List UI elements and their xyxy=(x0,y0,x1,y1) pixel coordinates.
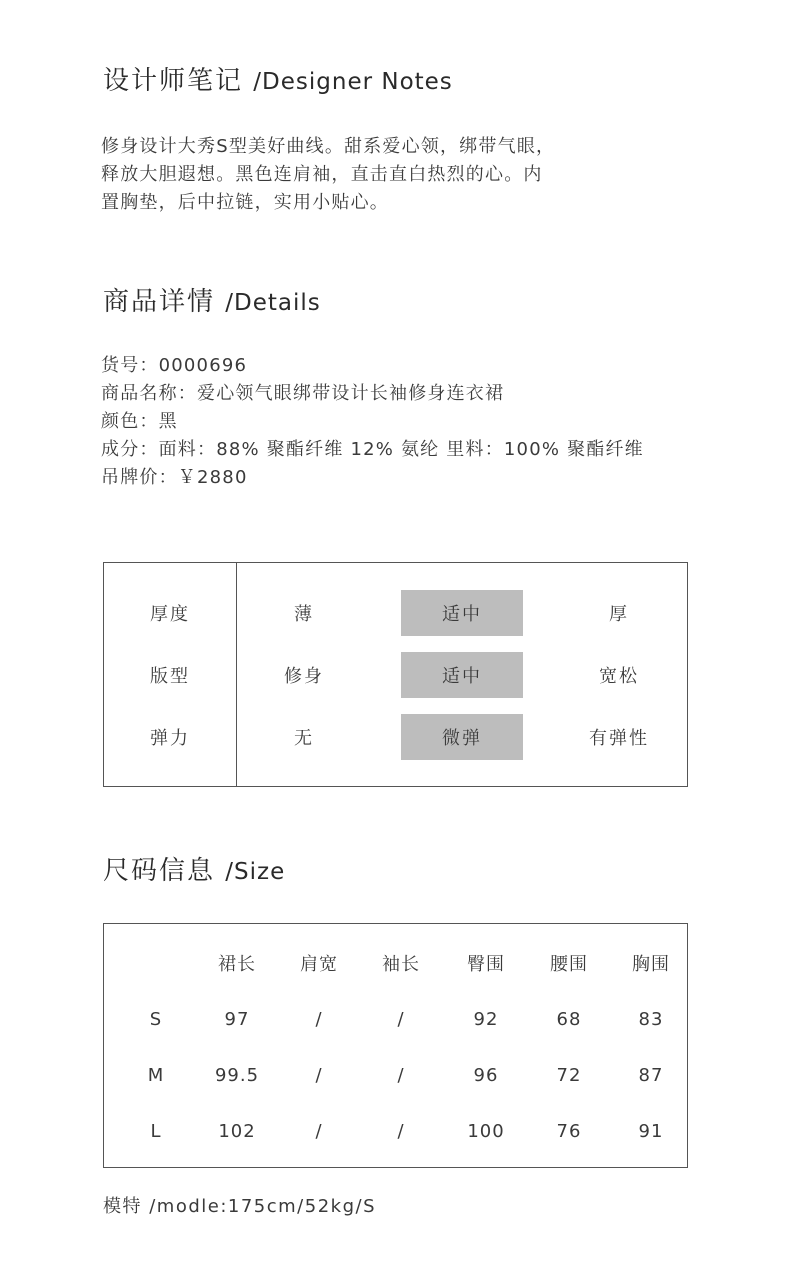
attribute-option: 薄 xyxy=(294,604,314,625)
size-table-cell: 100 xyxy=(467,1120,505,1142)
attribute-table xyxy=(103,562,688,787)
model-info: 模特 /modle:175cm/52kg/S xyxy=(103,1196,376,1217)
size-table-header: 胸围 xyxy=(632,954,670,975)
attribute-option-selected: 适中 xyxy=(401,652,523,698)
size-table-header: 袖长 xyxy=(382,954,420,975)
size-table-cell: 102 xyxy=(218,1120,256,1142)
size-table-cell: 76 xyxy=(556,1120,582,1142)
designer-notes-line: 置胸垫，后中拉链，实用小贴心。 xyxy=(101,192,389,213)
attribute-label: 弹力 xyxy=(150,728,190,749)
size-table-cell: 96 xyxy=(473,1064,499,1086)
attribute-option-selected: 适中 xyxy=(401,590,523,636)
designer-notes-text xyxy=(101,133,661,217)
size-table-cell: 87 xyxy=(638,1064,664,1086)
size-table-cell: / xyxy=(315,1064,323,1086)
detail-item-name: 商品名称：爱心领气眼绑带设计长袖修身连衣裙 xyxy=(101,383,505,404)
designer-notes-line: 释放大胆遐想。黑色连肩袖，直击直白热烈的心。内 xyxy=(101,164,543,185)
attribute-option: 厚 xyxy=(609,604,629,625)
designer-notes-heading xyxy=(103,60,453,97)
details-title-en: /Details xyxy=(225,290,321,316)
size-table-cell: / xyxy=(315,1120,323,1142)
attribute-label: 版型 xyxy=(150,666,190,687)
designer-notes-line: 修身设计大秀S型美好曲线。甜系爱心领，绑带气眼， xyxy=(101,136,556,157)
attribute-option: 修身 xyxy=(284,666,324,687)
details-list xyxy=(101,352,701,492)
size-table-cell: / xyxy=(397,1120,405,1142)
attribute-option-selected: 微弹 xyxy=(401,714,523,760)
size-title-cn: 尺码信息 xyxy=(103,856,216,886)
size-table-header: 腰围 xyxy=(550,954,588,975)
size-label: S xyxy=(149,1008,163,1030)
size-table-cell: 83 xyxy=(638,1008,664,1030)
size-table-cell: 68 xyxy=(556,1008,582,1030)
size-table-cell: 72 xyxy=(556,1064,582,1086)
designer-notes-title-cn: 设计师笔记 xyxy=(103,66,244,96)
size-label: M xyxy=(147,1064,165,1086)
details-heading xyxy=(103,281,321,318)
details-title-cn: 商品详情 xyxy=(103,287,216,317)
size-label: L xyxy=(150,1120,162,1142)
size-table-cell: / xyxy=(397,1008,405,1030)
size-heading xyxy=(103,850,285,887)
attribute-table-divider xyxy=(236,563,237,786)
attribute-option: 有弹性 xyxy=(589,728,649,749)
attribute-label: 厚度 xyxy=(150,604,190,625)
detail-item-price: 吊牌价：￥2880 xyxy=(101,467,248,488)
size-table-cell: / xyxy=(315,1008,323,1030)
size-table-cell: 91 xyxy=(638,1120,664,1142)
size-table xyxy=(103,923,688,1168)
attribute-option: 宽松 xyxy=(599,666,639,687)
size-table-header: 臀围 xyxy=(467,954,505,975)
size-table-cell: 92 xyxy=(473,1008,499,1030)
size-table-cell: 97 xyxy=(224,1008,250,1030)
size-table-header: 裙长 xyxy=(218,954,256,975)
detail-item-color: 颜色：黑 xyxy=(101,411,178,432)
detail-item-composition: 成分：面料：88% 聚酯纤维 12% 氨纶 里料：100% 聚酯纤维 xyxy=(101,439,644,460)
detail-item-number: 货号：0000696 xyxy=(101,355,248,376)
size-table-header: 肩宽 xyxy=(300,954,338,975)
size-title-en: /Size xyxy=(225,859,286,885)
attribute-option: 无 xyxy=(294,728,314,749)
size-table-cell: / xyxy=(397,1064,405,1086)
size-table-cell: 99.5 xyxy=(214,1064,260,1086)
designer-notes-title-en: /Designer Notes xyxy=(253,69,453,95)
